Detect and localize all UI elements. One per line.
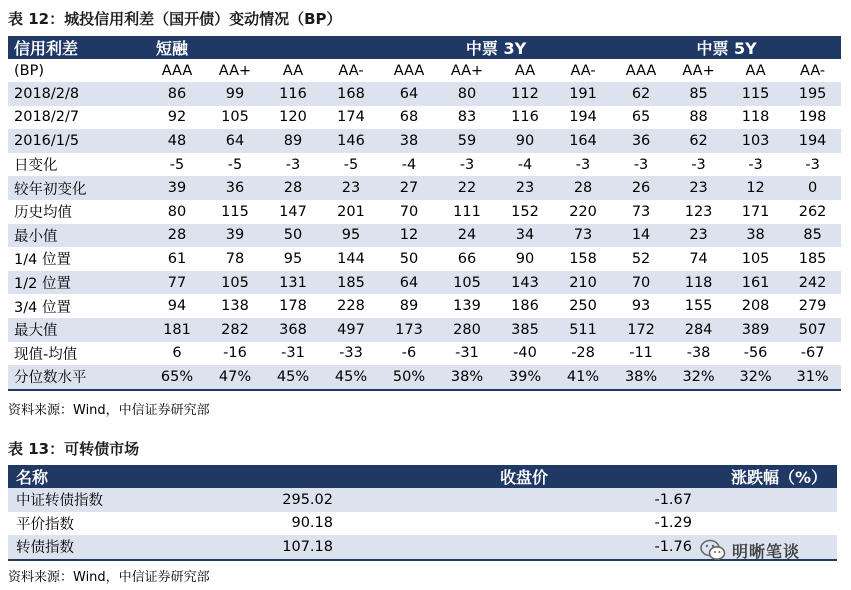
table-cell: 28 <box>148 224 206 248</box>
table-cell: -3 <box>575 156 591 173</box>
table-cell: 73 <box>631 203 651 220</box>
table-cell: 39 <box>148 176 206 200</box>
table-cell: 147 <box>279 203 307 220</box>
table-cell: 23 <box>670 224 727 248</box>
rating-label: AAA <box>625 62 657 79</box>
table-cell: 284 <box>670 318 727 342</box>
table-cell: 64 <box>380 271 438 295</box>
table-cell: 201 <box>337 203 365 220</box>
table-row <box>8 176 841 200</box>
table-cell: 152 <box>511 203 539 220</box>
table-cell: 80 <box>167 203 187 220</box>
table-cell: 92 <box>167 109 187 126</box>
table-cell: 68 <box>399 109 419 126</box>
table-cell: -3 <box>285 156 301 173</box>
table-cell: 70 <box>612 271 670 295</box>
table-row <box>8 318 841 342</box>
table-row <box>8 82 841 106</box>
table-cell: 250 <box>569 298 597 315</box>
close-price-cell: 107.18 <box>148 535 488 560</box>
table-row <box>8 488 837 512</box>
table-cell: 208 <box>741 298 770 315</box>
table-cell: 89 <box>264 129 322 153</box>
header-mtn-3y: 中票 3Y <box>380 36 612 59</box>
table-cell: 158 <box>569 250 597 267</box>
table-cell: 95 <box>322 224 380 248</box>
rating-label: AA <box>745 62 766 79</box>
table-cell: 62 <box>612 82 670 106</box>
table-cell: -56 <box>743 345 768 362</box>
table-cell: 116 <box>511 109 539 126</box>
rating-label: AAA <box>161 62 193 79</box>
table-cell: 50 <box>264 224 322 248</box>
table-cell: 80 <box>438 82 496 106</box>
table-cell: 12 <box>380 224 438 248</box>
row-label: 中证转债指数 <box>8 488 148 512</box>
table-cell: 139 <box>453 298 481 315</box>
table-cell: -31 <box>455 345 479 362</box>
header-credit-spread: 信用利差 <box>8 36 148 59</box>
table-cell: 6 <box>172 345 182 362</box>
row-label: 较年初变化 <box>8 176 148 200</box>
table-cell: 83 <box>457 109 477 126</box>
table12-source: 资料来源：Wind，中信证券研究部 <box>8 403 210 418</box>
table-cell: 90 <box>496 129 554 153</box>
table13-source: 资料来源：Wind，中信证券研究部 <box>8 570 210 585</box>
table-cell: 94 <box>167 298 187 315</box>
table-cell: 52 <box>631 250 651 267</box>
header-change-pct: 涨跌幅（%） <box>488 465 837 488</box>
table-row <box>8 129 841 153</box>
table-cell: -28 <box>571 345 595 362</box>
table-cell: 39 <box>206 224 264 248</box>
table-cell: 45% <box>322 365 380 390</box>
watermark <box>700 538 800 562</box>
table-cell: 12 <box>727 176 784 200</box>
table-cell: 93 <box>631 298 651 315</box>
table-row <box>8 247 841 271</box>
table-cell: 195 <box>784 82 841 106</box>
table-cell: 242 <box>784 271 841 295</box>
table-cell: 0 <box>784 176 841 200</box>
table12-header-row <box>8 36 841 59</box>
rating-label: AA <box>514 62 536 79</box>
table-cell: 123 <box>684 203 713 220</box>
table-cell: 228 <box>337 298 365 315</box>
table-cell: 143 <box>496 271 554 295</box>
table-cell: 185 <box>798 250 827 267</box>
table-cell: 174 <box>337 109 365 126</box>
table-cell: 507 <box>784 318 841 342</box>
table-cell: 34 <box>496 224 554 248</box>
table-cell: 23 <box>670 176 727 200</box>
table-cell: 36 <box>612 129 670 153</box>
table-cell: 38% <box>438 365 496 390</box>
table-cell: 511 <box>554 318 612 342</box>
table-cell: 62 <box>670 129 727 153</box>
table-cell: 38 <box>380 129 438 153</box>
row-label: 现值-均值 <box>14 346 78 363</box>
table-cell: 120 <box>279 109 307 126</box>
table-cell: 164 <box>554 129 612 153</box>
table-cell: 85 <box>670 82 727 106</box>
table-row <box>8 153 841 177</box>
table-cell: 36 <box>206 176 264 200</box>
table-row <box>8 200 841 224</box>
table-cell: 138 <box>221 298 249 315</box>
table-cell: 50 <box>399 250 419 267</box>
table-cell: 194 <box>569 109 597 126</box>
table-cell: 178 <box>279 298 307 315</box>
table-cell: 73 <box>554 224 612 248</box>
row-label: 2018/2/8 <box>8 82 148 106</box>
table-cell: 131 <box>264 271 322 295</box>
table-cell: 185 <box>322 271 380 295</box>
header-mtn-5y: 中票 5Y <box>612 36 841 59</box>
table-row <box>8 106 841 130</box>
header-name: 名称 <box>8 465 148 488</box>
row-label: 转债指数 <box>8 535 148 560</box>
table-cell: 194 <box>784 129 841 153</box>
row-label: 3/4 位置 <box>14 299 71 316</box>
table-cell: -6 <box>401 345 417 362</box>
table-cell: -67 <box>800 345 825 362</box>
table-cell: 64 <box>380 82 438 106</box>
table-cell: -31 <box>281 345 305 362</box>
table13-header-row <box>8 465 837 488</box>
table-cell: 171 <box>741 203 770 220</box>
table-cell: 32% <box>670 365 727 390</box>
row-label: 日变化 <box>14 158 58 175</box>
table-cell: -16 <box>223 345 247 362</box>
table-cell: 99 <box>206 82 264 106</box>
table-cell: 22 <box>438 176 496 200</box>
table-cell: 118 <box>670 271 727 295</box>
table-row <box>8 224 841 248</box>
table-cell: 32% <box>727 365 784 390</box>
table-cell: 105 <box>206 271 264 295</box>
table-cell: -3 <box>691 156 706 173</box>
table-cell: -3 <box>748 156 763 173</box>
table-cell: 105 <box>221 109 249 126</box>
table-row <box>8 512 837 536</box>
table-cell: 28 <box>264 176 322 200</box>
table-cell: 48 <box>148 129 206 153</box>
table-cell: 389 <box>727 318 784 342</box>
table-row <box>8 365 841 390</box>
table-cell: 155 <box>684 298 713 315</box>
table-cell: 497 <box>322 318 380 342</box>
table-cell: 112 <box>496 82 554 106</box>
table-cell: -4 <box>401 156 417 173</box>
table-cell: 50% <box>380 365 438 390</box>
table-cell: 368 <box>264 318 322 342</box>
table-cell: 23 <box>322 176 380 200</box>
close-price-cell: 90.18 <box>291 515 333 532</box>
table-cell: 74 <box>689 250 708 267</box>
table-cell: 282 <box>206 318 264 342</box>
table-cell: -3 <box>459 156 475 173</box>
table-cell: 90 <box>515 250 535 267</box>
table12-subheader-row <box>8 59 841 82</box>
table-row <box>8 342 841 366</box>
table-cell: -38 <box>686 345 711 362</box>
table-cell: 70 <box>399 203 419 220</box>
rating-label: AA <box>282 62 304 79</box>
table-cell: 14 <box>612 224 670 248</box>
table-cell: 85 <box>784 224 841 248</box>
row-label: 最小值 <box>8 224 148 248</box>
table-cell: 66 <box>457 250 477 267</box>
table-cell: 47% <box>206 365 264 390</box>
row-label: 2016/1/5 <box>8 129 148 153</box>
table-cell: 65 <box>631 109 651 126</box>
table12-title: 表 12：城投信用利差（国开债）变动情况（BP） <box>8 10 342 28</box>
table-cell: 38% <box>612 365 670 390</box>
table-cell: 105 <box>741 250 770 267</box>
row-label: 历史均值 <box>14 205 72 222</box>
table-cell: 116 <box>264 82 322 106</box>
watermark-text: 明晰笔谈 <box>732 541 801 561</box>
wechat-icon <box>700 538 726 562</box>
table-cell: 61 <box>167 250 187 267</box>
table-cell: 78 <box>225 250 245 267</box>
table-cell: -33 <box>339 345 363 362</box>
rating-label: AAA <box>393 62 425 79</box>
table-cell: 86 <box>148 82 206 106</box>
table-cell: -40 <box>513 345 537 362</box>
table-row <box>8 294 841 318</box>
header-close: 收盘价 <box>148 465 488 488</box>
row-label: 平价指数 <box>16 516 74 533</box>
table-cell: 41% <box>554 365 612 390</box>
table-cell: 181 <box>148 318 206 342</box>
table-cell: 262 <box>798 203 827 220</box>
table-cell: 26 <box>612 176 670 200</box>
rating-label: AA- <box>800 62 826 79</box>
change-pct-cell: -1.76 <box>488 535 837 560</box>
table-cell: -3 <box>633 156 649 173</box>
table-row <box>8 271 841 295</box>
row-label: 2018/2/7 <box>14 109 80 126</box>
table-cell: -5 <box>169 156 185 173</box>
table-cell: -5 <box>343 156 359 173</box>
table-cell: 186 <box>511 298 539 315</box>
table-cell: -3 <box>805 156 820 173</box>
table-cell: 59 <box>438 129 496 153</box>
row-label: 1/4 位置 <box>14 252 71 269</box>
table-cell: 191 <box>554 82 612 106</box>
table-cell: 23 <box>496 176 554 200</box>
table-cell: 103 <box>727 129 784 153</box>
table-cell: 146 <box>322 129 380 153</box>
table-cell: 198 <box>798 109 827 126</box>
table-cell: 39% <box>496 365 554 390</box>
rating-label: AA+ <box>218 62 252 79</box>
row-label: 最大值 <box>8 318 148 342</box>
header-short-term: 短融 <box>148 36 380 59</box>
table-cell: 27 <box>380 176 438 200</box>
change-pct-cell: -1.29 <box>654 515 692 532</box>
row-label: 分位数水平 <box>8 365 148 390</box>
table-cell: 168 <box>322 82 380 106</box>
table-cell: 28 <box>554 176 612 200</box>
table-cell: 280 <box>438 318 496 342</box>
table-cell: 95 <box>283 250 303 267</box>
table-cell: 65% <box>148 365 206 390</box>
table-cell: 279 <box>798 298 827 315</box>
rating-label: AA+ <box>682 62 715 79</box>
table-cell: 38 <box>727 224 784 248</box>
table-cell: 77 <box>148 271 206 295</box>
row-label: 1/2 位置 <box>8 271 148 295</box>
table-cell: 64 <box>206 129 264 153</box>
table-cell: 31% <box>784 365 841 390</box>
table-cell: 45% <box>264 365 322 390</box>
table-cell: -4 <box>517 156 533 173</box>
table-cell: 115 <box>221 203 249 220</box>
table-cell: 24 <box>438 224 496 248</box>
rating-label: AA- <box>570 62 596 79</box>
table-cell: 172 <box>612 318 670 342</box>
table-cell: 118 <box>741 109 770 126</box>
table-cell: 115 <box>727 82 784 106</box>
table-cell: 144 <box>337 250 365 267</box>
rating-label: AA- <box>338 62 364 79</box>
table-cell: 385 <box>496 318 554 342</box>
close-price-cell: 295.02 <box>148 488 488 512</box>
table-cell: -11 <box>629 345 653 362</box>
table-cell: 220 <box>569 203 597 220</box>
change-pct-cell: -1.67 <box>488 488 837 512</box>
table-cell: 88 <box>689 109 708 126</box>
table-cell: 161 <box>727 271 784 295</box>
rating-label: AA+ <box>450 62 484 79</box>
table-cell: 105 <box>438 271 496 295</box>
table-cell: 89 <box>399 298 419 315</box>
table-cell: 111 <box>453 203 481 220</box>
unit-label: (BP) <box>14 62 45 79</box>
table-cell: -5 <box>227 156 243 173</box>
table-cell: 210 <box>554 271 612 295</box>
table-cell: 173 <box>380 318 438 342</box>
credit-spread-table <box>8 36 841 391</box>
table13-title: 表 13：可转债市场 <box>8 440 140 458</box>
